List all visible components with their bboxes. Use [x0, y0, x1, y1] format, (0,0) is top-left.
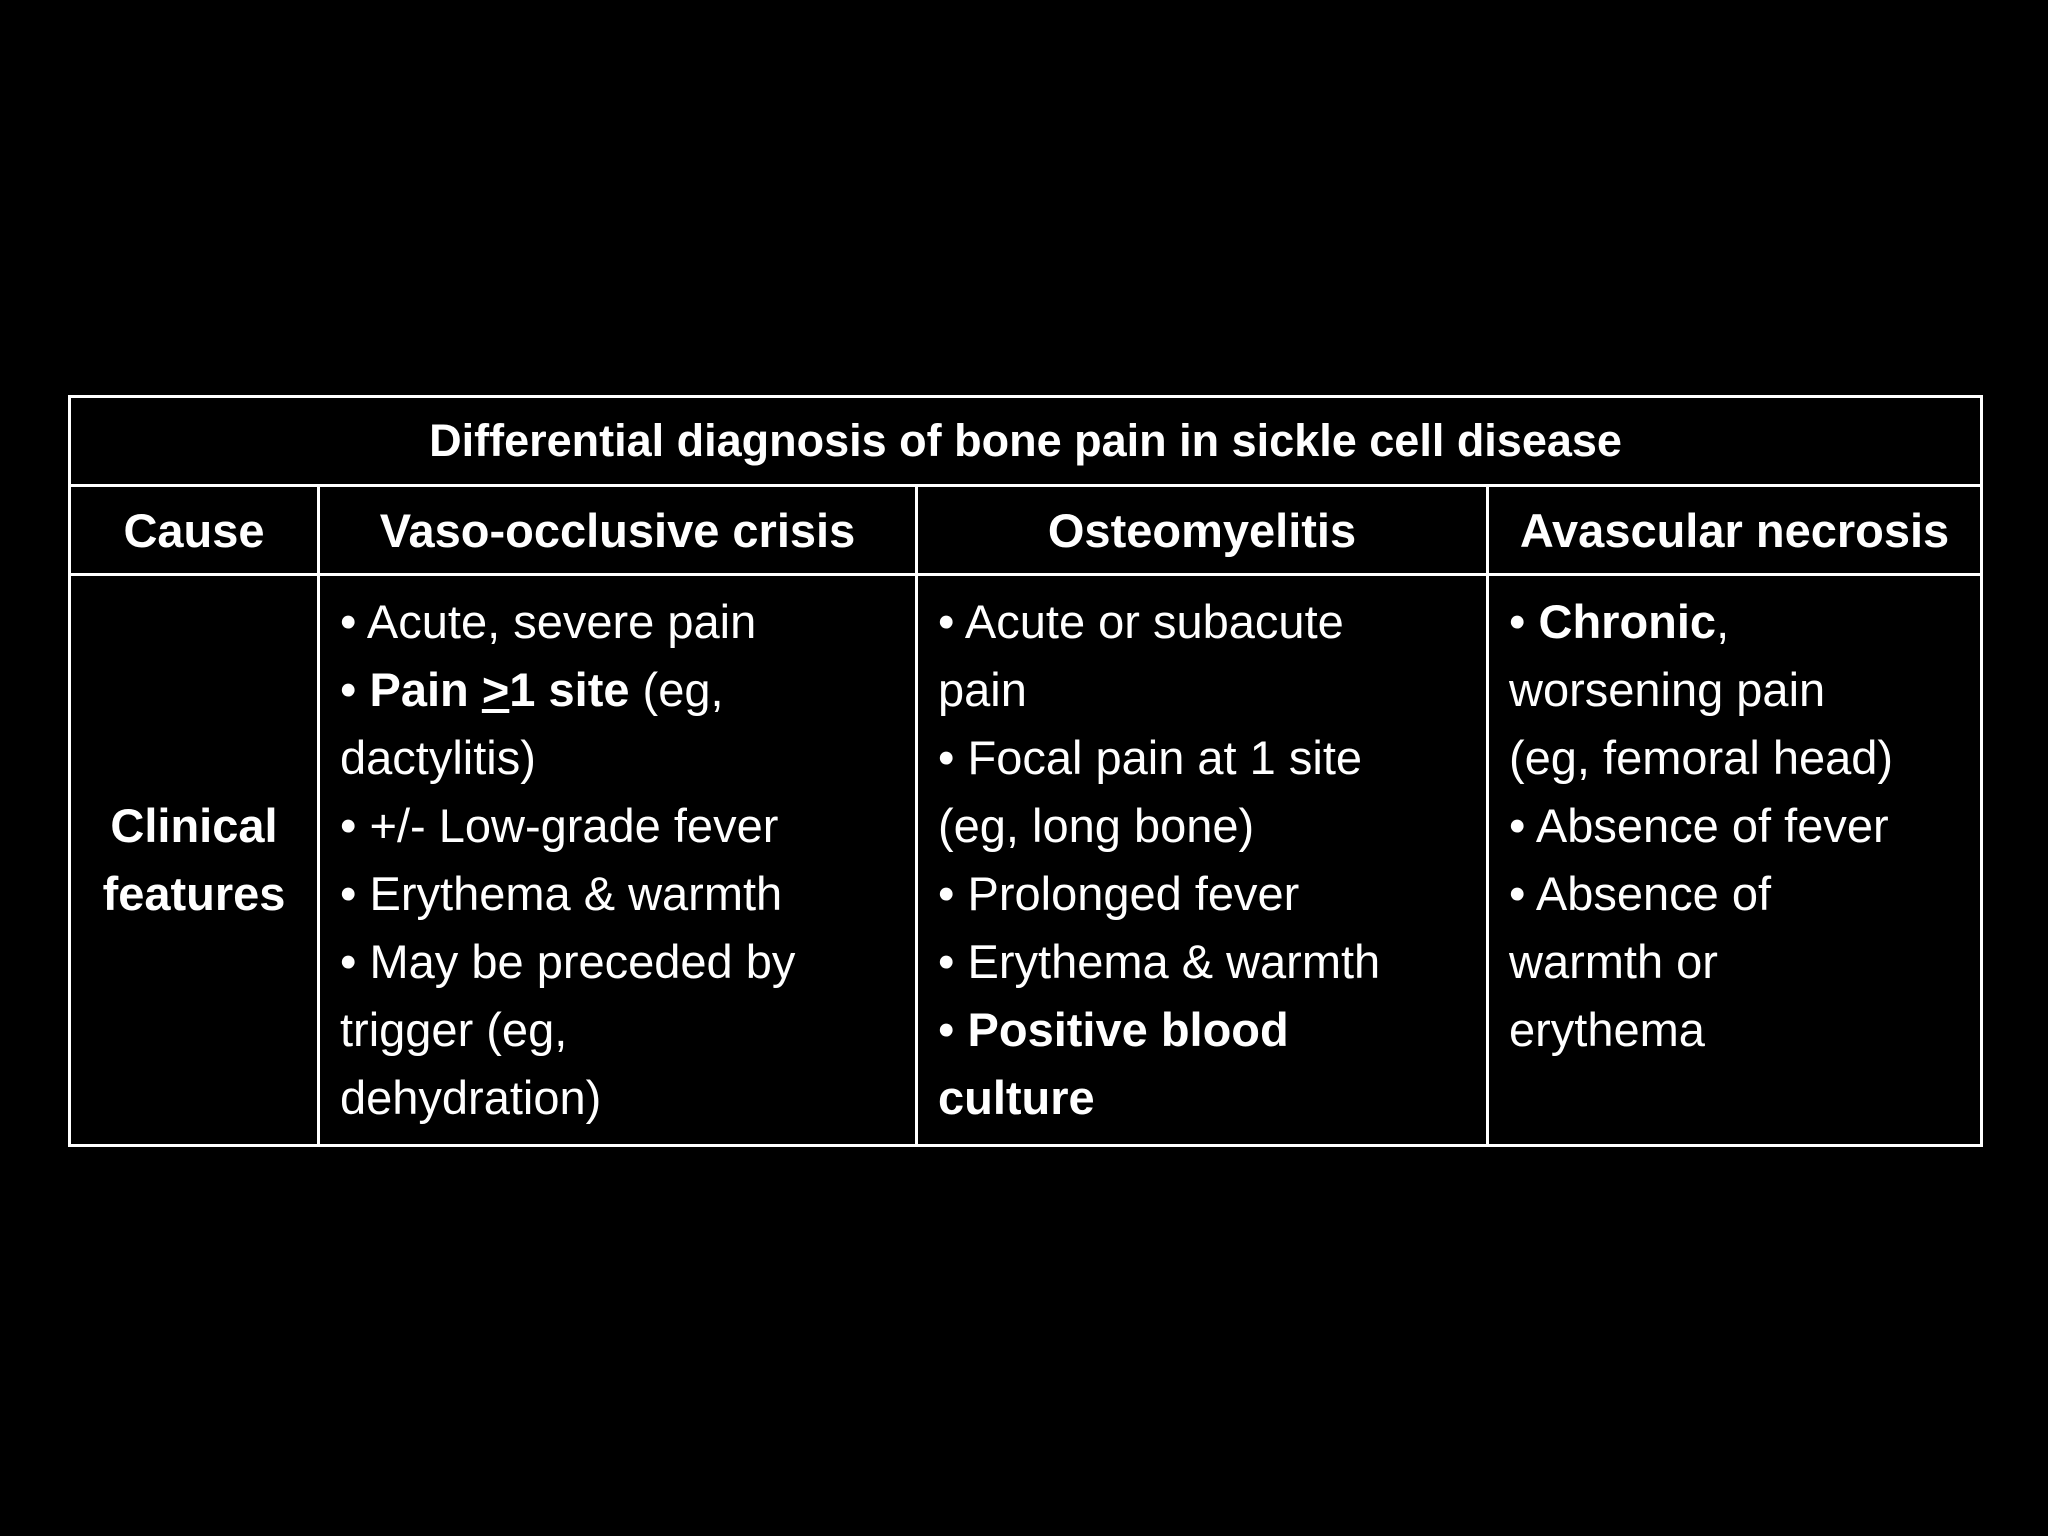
feature-line: warmth or: [1509, 935, 1718, 988]
differential-diagnosis-table: [68, 395, 1983, 1147]
header-row: [70, 486, 1982, 575]
bold-text: Pain: [369, 663, 482, 716]
feature-line: (eg, femoral head): [1509, 731, 1894, 784]
feature-line: culture: [938, 1071, 1095, 1124]
bullet: •: [938, 1003, 968, 1056]
feature-line: dactylitis): [340, 731, 536, 784]
bullet: •: [1509, 595, 1539, 648]
bold-text: Chronic: [1538, 595, 1717, 648]
feature-line: • Prolonged fever: [938, 867, 1300, 920]
bold-text: 1 site: [509, 663, 630, 716]
header-osteomyelitis: Osteomyelitis: [917, 486, 1488, 575]
feature-line: [1509, 588, 1970, 656]
cell-osteomyelitis-features: [917, 575, 1488, 1146]
plain-text: (eg,: [629, 663, 724, 716]
greater-equal-symbol: >: [481, 663, 510, 716]
feature-line: • May be preceded by: [340, 935, 796, 988]
feature-line: • Erythema & warmth: [340, 867, 783, 920]
feature-line: • Erythema & warmth: [938, 935, 1381, 988]
row-label-clinical-features: [70, 575, 319, 1146]
feature-line: • Focal pain at 1 site: [938, 731, 1363, 784]
header-vaso-occlusive-crisis: Vaso-occlusive crisis: [319, 486, 917, 575]
feature-line: worsening pain: [1509, 663, 1826, 716]
row-label-line: Clinical: [110, 799, 278, 852]
bold-text: Positive blood: [967, 1003, 1289, 1056]
table-title: Differential diagnosis of bone pain in sickle cell disease: [70, 397, 1982, 486]
cell-avascular-necrosis-features: [1488, 575, 1982, 1146]
feature-line: erythema: [1509, 1003, 1705, 1056]
feature-line: pain: [938, 663, 1027, 716]
feature-line: dehydration): [340, 1071, 602, 1124]
feature-line: • +/- Low-grade fever: [340, 799, 779, 852]
cell-vaso-occlusive-features: [319, 575, 917, 1146]
feature-line: • Absence of fever: [1509, 799, 1889, 852]
header-avascular-necrosis: Avascular necrosis: [1488, 486, 1982, 575]
header-cause: Cause: [70, 486, 319, 575]
bullet: •: [340, 663, 370, 716]
feature-line: (eg, long bone): [938, 799, 1255, 852]
feature-line: • Absence of: [1509, 867, 1772, 920]
feature-line: [340, 656, 905, 724]
row-label-line: features: [102, 867, 286, 920]
title-row: [70, 397, 1982, 486]
plain-text: ,: [1716, 595, 1730, 648]
feature-line: • Acute, severe pain: [340, 595, 757, 648]
feature-line: • Acute or subacute: [938, 595, 1344, 648]
feature-line: trigger (eg,: [340, 1003, 568, 1056]
feature-line: [938, 996, 1476, 1064]
clinical-features-row: [70, 575, 1982, 1146]
